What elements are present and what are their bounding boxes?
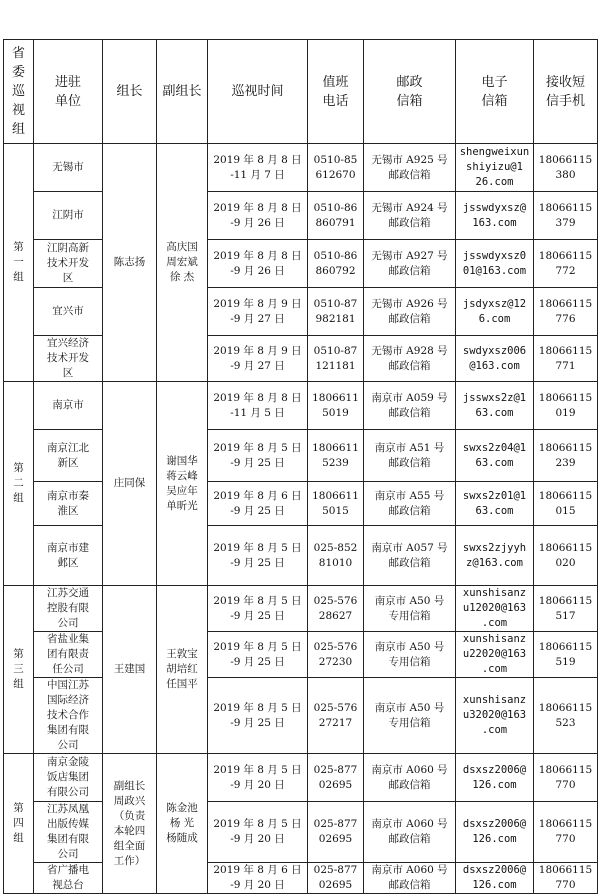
postbox-cell: 南京市 A50 号 专用信箱 — [364, 586, 456, 632]
time-cell: 2019 年 8 月 8 日 -9 月 26 日 — [208, 192, 308, 240]
postbox-cell: 南京市 A057 号 邮政信箱 — [364, 526, 456, 586]
unit-cell: 省盐业集 团有限责 任公司 — [34, 632, 103, 678]
deputy-cell: 陈金池 杨 光 杨随成 — [157, 754, 208, 894]
deputy-cell: 高庆国 周宏斌 徐 杰 — [157, 144, 208, 382]
header-postbox: 邮政 信箱 — [364, 40, 456, 144]
unit-cell: 江苏凤凰 出版传媒 集团有限 公司 — [34, 802, 103, 863]
phone-cell: 025-576 28627 — [308, 586, 364, 632]
time-cell: 2019 年 8 月 5 日 -9 月 25 日 — [208, 632, 308, 678]
sms-cell: 18066115 771 — [534, 336, 598, 382]
sms-cell: 18066115 519 — [534, 632, 598, 678]
table-row — [4, 382, 598, 430]
postbox-cell: 南京市 A55 号 邮政信箱 — [364, 482, 456, 526]
sms-cell: 18066115 776 — [534, 288, 598, 336]
deputy-cell: 王敦宝 胡培红 任国平 — [157, 586, 208, 754]
time-cell: 2019 年 8 月 9 日 -9 月 27 日 — [208, 288, 308, 336]
email-cell: jsswxs2z@1 63.com — [456, 382, 534, 430]
group-name: 第 四 组 — [4, 754, 34, 894]
email-cell: swxs2z01@1 63.com — [456, 482, 534, 526]
unit-cell: 宜兴市 — [34, 288, 103, 336]
sms-cell: 18066115 020 — [534, 526, 598, 586]
table-row — [4, 632, 598, 678]
header-unit: 进驻 单位 — [34, 40, 103, 144]
group-name: 第 三 组 — [4, 586, 34, 754]
unit-cell: 南京金陵 饭店集团 有限公司 — [34, 754, 103, 802]
sms-cell: 18066115 517 — [534, 586, 598, 632]
time-cell: 2019 年 8 月 5 日 -9 月 25 日 — [208, 526, 308, 586]
header-time: 巡视时间 — [208, 40, 308, 144]
unit-cell: 中国江苏 国际经济 技术合作 集团有限 公司 — [34, 678, 103, 754]
time-cell: 2019 年 8 月 8 日 -11 月 5 日 — [208, 382, 308, 430]
sms-cell: 18066115 239 — [534, 430, 598, 482]
phone-cell: 025-877 02695 — [308, 863, 364, 894]
table-row — [4, 586, 598, 632]
table-row — [4, 192, 598, 240]
leader-cell: 王建国 — [103, 586, 157, 754]
postbox-cell: 南京市 A060 号 邮政信箱 — [364, 802, 456, 863]
email-cell: swxs2zjyyh z@163.com — [456, 526, 534, 586]
leader-cell: 庄同保 — [103, 382, 157, 586]
time-cell: 2019 年 8 月 6 日 -9 月 20 日 — [208, 863, 308, 894]
group-name: 第 一 组 — [4, 144, 34, 382]
email-cell: jsswdyxsz@ 163.com — [456, 192, 534, 240]
header-phone: 值班 电话 — [308, 40, 364, 144]
email-cell: dsxsz2006@ 126.com — [456, 754, 534, 802]
unit-cell: 南京市建 邺区 — [34, 526, 103, 586]
unit-cell: 江阴高新 技术开发 区 — [34, 240, 103, 288]
sms-cell: 18066115 770 — [534, 754, 598, 802]
phone-cell: 1806611 5019 — [308, 382, 364, 430]
phone-cell: 025-576 27230 — [308, 632, 364, 678]
sms-cell: 18066115 015 — [534, 482, 598, 526]
email-cell: jsdyxsz@12 6.com — [456, 288, 534, 336]
time-cell: 2019 年 8 月 5 日 -9 月 20 日 — [208, 754, 308, 802]
email-cell: swxs2z04@1 63.com — [456, 430, 534, 482]
sms-cell: 18066115 380 — [534, 144, 598, 192]
unit-cell: 宜兴经济 技术开发 区 — [34, 336, 103, 382]
email-cell: dsxsz2006@ 126.com — [456, 802, 534, 863]
email-cell: dsxsz2006@ 126.com — [456, 863, 534, 894]
time-cell: 2019 年 8 月 5 日 -9 月 25 日 — [208, 678, 308, 754]
table-row — [4, 430, 598, 482]
time-cell: 2019 年 8 月 8 日 -11 月 7 日 — [208, 144, 308, 192]
phone-cell: 0510-85 612670 — [308, 144, 364, 192]
table-row — [4, 863, 598, 894]
unit-cell: 江阴市 — [34, 192, 103, 240]
table-row — [4, 288, 598, 336]
leader-cell: 陈志扬 — [103, 144, 157, 382]
unit-cell: 无锡市 — [34, 144, 103, 192]
phone-cell: 1806611 5239 — [308, 430, 364, 482]
table-row — [4, 336, 598, 382]
table-row — [4, 754, 598, 802]
time-cell: 2019 年 8 月 8 日 -9 月 26 日 — [208, 240, 308, 288]
postbox-cell: 无锡市 A924 号 邮政信箱 — [364, 192, 456, 240]
table-body — [4, 144, 598, 894]
table-row — [4, 802, 598, 863]
unit-cell: 南京市 — [34, 382, 103, 430]
postbox-cell: 南京市 A060 号 邮政信箱 — [364, 863, 456, 894]
postbox-cell: 南京市 A060 号 邮政信箱 — [364, 754, 456, 802]
table-row — [4, 526, 598, 586]
time-cell: 2019 年 8 月 9 日 -9 月 27 日 — [208, 336, 308, 382]
postbox-cell: 无锡市 A928 号 邮政信箱 — [364, 336, 456, 382]
header-leader: 组长 — [103, 40, 157, 144]
group-name: 第 二 组 — [4, 382, 34, 586]
postbox-cell: 无锡市 A926 号 邮政信箱 — [364, 288, 456, 336]
email-cell: swdyxsz006 @163.com — [456, 336, 534, 382]
table-row — [4, 678, 598, 754]
email-cell: xunshisanz u12020@163 .com — [456, 586, 534, 632]
header-deputy: 副组长 — [157, 40, 208, 144]
postbox-cell: 南京市 A50 号 专用信箱 — [364, 632, 456, 678]
header-email: 电子 信箱 — [456, 40, 534, 144]
table-row — [4, 144, 598, 192]
postbox-cell: 无锡市 A925 号 邮政信箱 — [364, 144, 456, 192]
sms-cell: 18066115 379 — [534, 192, 598, 240]
postbox-cell: 南京市 A059 号 邮政信箱 — [364, 382, 456, 430]
phone-cell: 025-852 81010 — [308, 526, 364, 586]
table-row — [4, 482, 598, 526]
sms-cell: 18066115 019 — [534, 382, 598, 430]
header-sms: 接收短 信手机 — [534, 40, 598, 144]
unit-cell: 江苏交通 控股有限 公司 — [34, 586, 103, 632]
sms-cell: 18066115 770 — [534, 863, 598, 894]
inspection-table — [3, 39, 598, 894]
time-cell: 2019 年 8 月 5 日 -9 月 20 日 — [208, 802, 308, 863]
sms-cell: 18066115 523 — [534, 678, 598, 754]
postbox-cell: 无锡市 A927 号 邮政信箱 — [364, 240, 456, 288]
unit-cell: 南京市秦 淮区 — [34, 482, 103, 526]
time-cell: 2019 年 8 月 6 日 -9 月 25 日 — [208, 482, 308, 526]
postbox-cell: 南京市 A51 号 邮政信箱 — [364, 430, 456, 482]
phone-cell: 0510-87 121181 — [308, 336, 364, 382]
unit-cell: 省广播电 视总台 — [34, 863, 103, 894]
email-cell: xunshisanz u32020@163 .com — [456, 678, 534, 754]
phone-cell: 025-877 02695 — [308, 802, 364, 863]
time-cell: 2019 年 8 月 5 日 -9 月 25 日 — [208, 430, 308, 482]
phone-cell: 0510-86 860791 — [308, 192, 364, 240]
phone-cell: 025-576 27217 — [308, 678, 364, 754]
email-cell: jsswdyxsz0 01@163.com — [456, 240, 534, 288]
sms-cell: 18066115 772 — [534, 240, 598, 288]
sms-cell: 18066115 770 — [534, 802, 598, 863]
leader-cell: 副组长 周政兴 （负责 本轮四 组全面 工作） — [103, 754, 157, 894]
phone-cell: 0510-87 982181 — [308, 288, 364, 336]
phone-cell: 025-877 02695 — [308, 754, 364, 802]
postbox-cell: 南京市 A50 号 专用信箱 — [364, 678, 456, 754]
header-row — [4, 40, 598, 144]
email-cell: shengweixun shiyizu@1 26.com — [456, 144, 534, 192]
deputy-cell: 谢国华 蒋云峰 吴应年 单昕光 — [157, 382, 208, 586]
phone-cell: 0510-86 860792 — [308, 240, 364, 288]
time-cell: 2019 年 8 月 5 日 -9 月 25 日 — [208, 586, 308, 632]
email-cell: xunshisanz u22020@163 .com — [456, 632, 534, 678]
table-row — [4, 240, 598, 288]
header-group: 省 委 巡 视 组 — [4, 40, 34, 144]
unit-cell: 南京江北 新区 — [34, 430, 103, 482]
phone-cell: 1806611 5015 — [308, 482, 364, 526]
